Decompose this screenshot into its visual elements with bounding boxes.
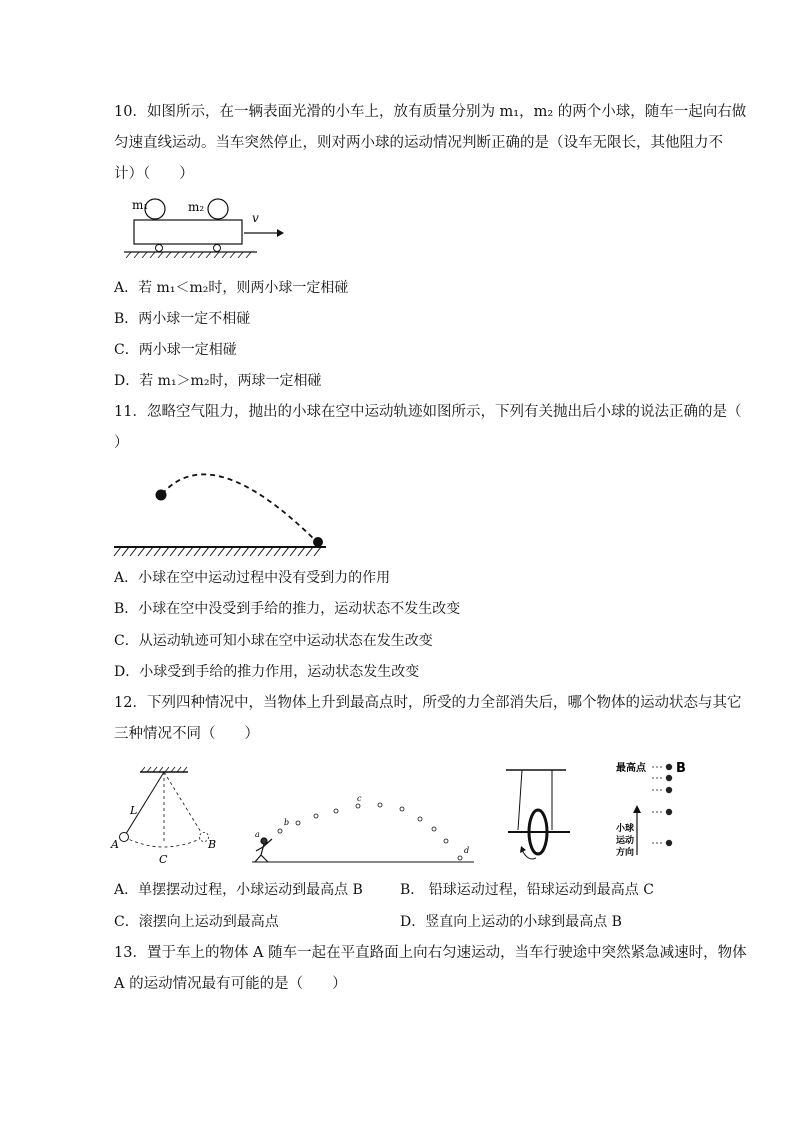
maxwell-wheel-figure	[500, 766, 580, 866]
q11-option-b[interactable]: B．小球在空中没受到手给的推力，运动状态不发生改变	[114, 601, 461, 617]
q12-line-2: 三种情况不同（ ）	[114, 726, 259, 742]
vertical-ball-figure	[604, 755, 714, 865]
q12-option-c[interactable]: C．滚摆向上运动到最高点	[114, 914, 279, 930]
ground-hatch	[126, 252, 251, 258]
q13-line-1: 13．置于车上的物体 A 随车一起在平直路面上向右匀速运动，当车行驶途中突然紧急减速时，物体	[114, 945, 747, 961]
q10-option-c[interactable]: C．两小球一定相碰	[114, 342, 237, 358]
pendulum-figure	[108, 764, 226, 870]
label-C: C	[159, 853, 168, 866]
label-top: 最高点	[616, 763, 646, 774]
label-ball-B: B	[676, 761, 686, 776]
cart-wheel-right	[214, 245, 221, 252]
shot-put-figure	[250, 795, 480, 867]
label-B: B	[208, 838, 217, 851]
trajectory-path	[162, 474, 317, 542]
label-L: L	[130, 804, 138, 817]
label-m1: m₁	[132, 198, 149, 212]
height-marks	[652, 767, 664, 843]
pendulum-ball-a	[120, 833, 129, 842]
q13-line-2: A 的运动情况最有可能的是（ ）	[114, 976, 347, 992]
q12-option-b[interactable]: B． 铅球运动过程，铅球运动到最高点 C	[400, 882, 654, 898]
label-dir-1: 小球	[616, 824, 635, 834]
cart-figure	[122, 195, 292, 265]
label-dir-2: 运动	[616, 836, 635, 846]
label-a: a	[255, 830, 260, 839]
direction-arrowhead	[633, 805, 641, 813]
label-v: v	[252, 211, 259, 225]
ball-m2	[208, 199, 228, 219]
q12-line-1: 12．下列四种情况中，当物体上升到最高点时，所受的力全部消失后，哪个物体的运动状态与其它	[114, 695, 742, 711]
label-m2: m₂	[188, 200, 205, 214]
ball-end	[313, 537, 323, 547]
label-dir-3: 方向	[616, 848, 635, 858]
q10-option-d[interactable]: D．若 m₁＞m₂时，两球一定相碰	[114, 373, 322, 389]
q12-option-a[interactable]: A．单摆摆动过程，小球运动到最高点 B	[114, 882, 363, 898]
ball-start	[156, 490, 167, 501]
cart-body	[134, 220, 242, 244]
ground-hatch	[114, 547, 321, 556]
label-c: c	[357, 795, 362, 803]
q11-line-1: 11．忽略空气阻力，抛出的小球在空中运动轨迹如图所示，下列有关抛出后小球的说法正确的是（	[114, 404, 742, 420]
shot-trajectory	[278, 803, 462, 860]
velocity-arrowhead	[277, 229, 284, 237]
q10-option-a[interactable]: A．若 m₁＜m₂时，则两小球一定相碰	[114, 280, 349, 296]
ball-positions	[666, 764, 672, 846]
cart-wheel-left	[156, 245, 163, 252]
label-b: b	[284, 818, 290, 827]
q11-option-c[interactable]: C．从运动轨迹可知小球在空中运动状态在发生改变	[114, 633, 433, 649]
q10-line-3: 计）（ ）	[114, 166, 194, 182]
q10-option-b[interactable]: B．两小球一定不相碰	[114, 311, 251, 327]
label-d: d	[464, 846, 470, 855]
q11-option-d[interactable]: D．小球受到手给的推力作用，运动状态发生改变	[114, 664, 420, 680]
wheel-string-left	[518, 770, 522, 830]
athlete-figure	[255, 838, 272, 862]
q11-line-2: ）	[114, 435, 129, 451]
q11-option-a[interactable]: A．小球在空中运动过程中没有受到力的作用	[114, 570, 391, 586]
label-A: A	[111, 838, 119, 851]
q10-line-2: 匀速直线运动。当车突然停止，则对两小球的运动情况判断正确的是（设车无限长，其他阻力不	[114, 135, 723, 151]
trajectory-figure	[112, 458, 332, 563]
q10-line-1: 10．如图所示，在一辆表面光滑的小车上，放有质量分别为 m₁，m₂ 的两个小球，随车一起向右做	[114, 104, 747, 120]
pendulum-right-string	[164, 772, 204, 837]
q12-option-d[interactable]: D．竖直向上运动的小球到最高点 B	[400, 914, 622, 930]
